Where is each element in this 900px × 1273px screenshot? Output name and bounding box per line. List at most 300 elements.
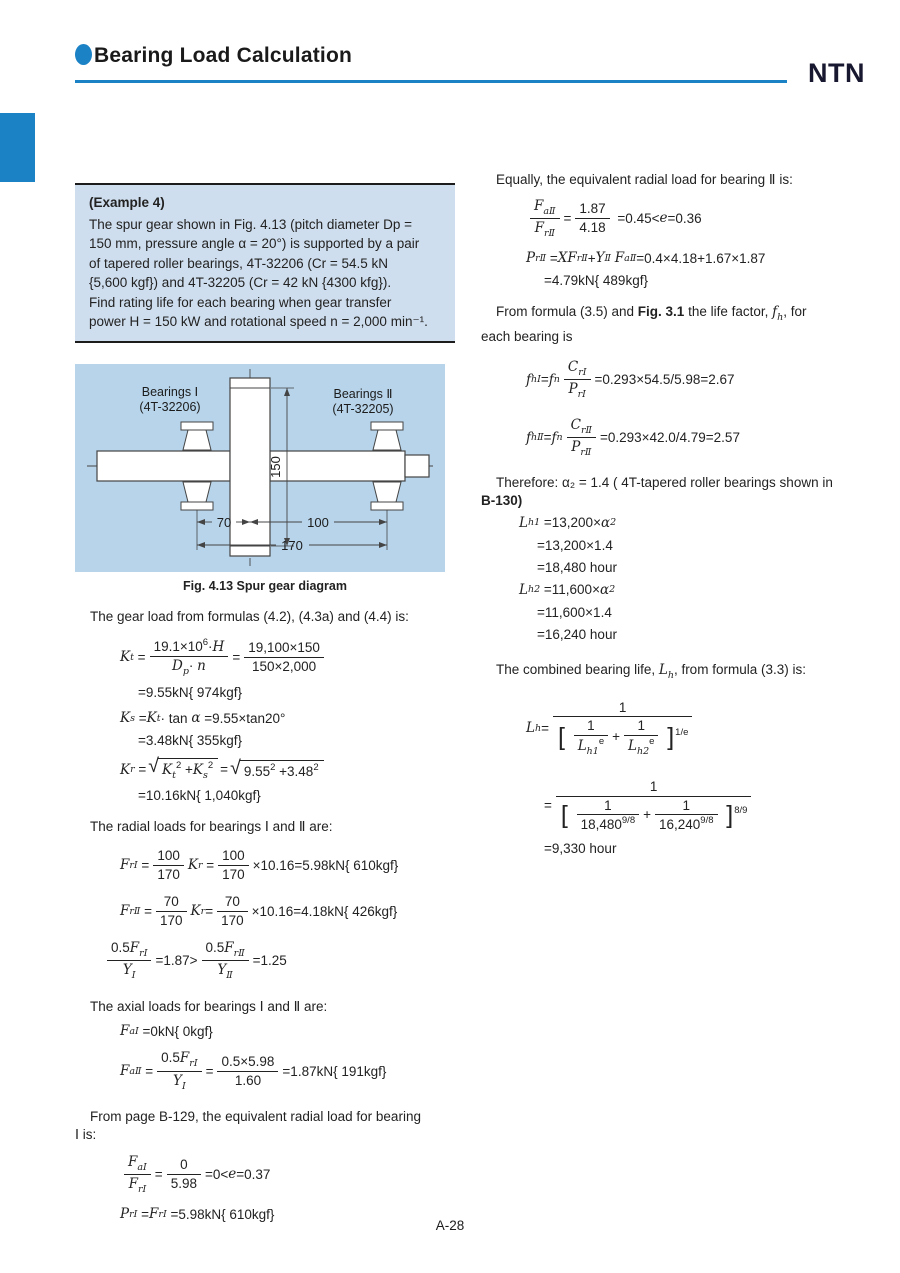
superscript: 8/9: [734, 804, 748, 816]
formula-text: 170: [157, 866, 180, 882]
formula-line: [526, 250, 881, 266]
formula-text: =: [134, 762, 147, 778]
dim-70-100: [197, 515, 387, 530]
numerator: [202, 939, 249, 961]
fraction: [556, 778, 752, 834]
variable: L: [519, 581, 528, 598]
formula-line: [138, 733, 455, 748]
denominator: [217, 912, 248, 930]
denominator: [150, 657, 229, 678]
formula-text: =: [544, 798, 552, 814]
formula-lh: [519, 515, 881, 642]
axial-loads-intro: The axial loads for bearings Ⅰ and Ⅱ are:: [90, 998, 328, 1014]
bullet-icon: [75, 44, 92, 65]
subscript: r: [130, 764, 135, 776]
subscript: h: [534, 722, 542, 734]
formula-compare: [103, 939, 455, 983]
sqrt: [148, 755, 218, 782]
formula-r2: [526, 250, 881, 288]
numerator: [167, 1156, 201, 1175]
variable: F: [120, 1063, 130, 1080]
denominator: [218, 866, 249, 884]
formula-line: [519, 515, 881, 531]
subscript: aⅡ: [543, 205, 556, 217]
subscript: rⅠ: [158, 1208, 167, 1220]
formula-fr2: [120, 893, 455, 929]
numerator: [530, 197, 560, 219]
b-130-ref: B-130): [481, 492, 523, 508]
numerator: [153, 847, 184, 866]
from-page-intro: From page B-129, the equivalent radial load for bearing: [90, 1109, 421, 1125]
subscript: n: [556, 432, 563, 444]
fig-3-1-ref: Fig. 3.1: [637, 304, 685, 320]
formula-text: 1.60: [234, 1072, 262, 1088]
superscript: 9/8: [621, 815, 636, 827]
bearing-1-symbol: [181, 422, 213, 550]
fraction: [217, 893, 248, 929]
formula-text: =: [137, 857, 150, 873]
bearing-2-part: (4T-32205): [332, 401, 394, 416]
subscript: rⅠ: [577, 389, 586, 401]
formula-text: =0.293×42.0/4.79=2.57: [599, 430, 740, 446]
subscript: rⅡ: [233, 948, 245, 960]
formula-line: [526, 358, 881, 402]
formula-text: ×10.16=4.18kN{ 426kgf}: [251, 903, 398, 919]
example-line: power H = 150 kW and rotational speed n = 2,000 min⁻¹.: [89, 314, 428, 330]
variable: F: [120, 903, 130, 920]
example-title: (Example 4): [89, 195, 165, 210]
formula-line: [519, 582, 881, 598]
subscript: rⅡ: [129, 905, 141, 917]
subscript: hⅠ: [531, 374, 541, 386]
formula-text: =: [205, 1063, 214, 1079]
denominator: [124, 1175, 151, 1196]
from-page-intro-2: Ⅰ is:: [75, 1126, 97, 1142]
variable: f: [526, 371, 531, 388]
fraction: [567, 416, 596, 460]
fraction: [575, 200, 609, 236]
variable: F: [120, 857, 130, 873]
formula-text: =: [202, 857, 215, 873]
formula-text: 4.18: [579, 219, 606, 235]
formula-text: 0.5: [111, 940, 130, 956]
formula-text: =: [134, 710, 147, 726]
variable: e: [659, 210, 668, 227]
formula-text: [566, 729, 570, 744]
formula-text: 100: [157, 847, 180, 863]
denominator: [574, 736, 608, 758]
numerator: [574, 717, 608, 736]
subscript: h2: [636, 745, 650, 757]
formula-line: [120, 893, 455, 929]
bracket: [: [560, 801, 568, 830]
formula-text: 170: [160, 912, 183, 928]
formula-text: =13,200×: [540, 515, 601, 531]
formula-text: =0.4×4.18+1.67×1.87: [636, 250, 766, 266]
fraction: [150, 637, 229, 679]
numerator: [218, 847, 249, 866]
variable: K: [192, 762, 203, 779]
denominator: [553, 717, 692, 758]
fraction: [107, 939, 151, 983]
formula-text: 1: [618, 699, 627, 715]
life-factor-intro-2: each bearing is: [481, 329, 573, 345]
variable: F: [129, 940, 140, 957]
formula-text: [662, 729, 666, 744]
example-line: Find rating life for each bearing when gear transfer: [89, 294, 392, 310]
numerator: [655, 797, 718, 816]
subscript: rⅠ: [139, 948, 148, 960]
svg-text:170: 170: [281, 537, 303, 553]
formula-text: 1: [604, 797, 612, 813]
variable: K: [120, 649, 131, 666]
variable: F: [614, 250, 625, 267]
fraction: [553, 699, 692, 758]
denominator: [530, 219, 560, 240]
variable: K: [162, 762, 173, 779]
variable: F: [534, 197, 544, 214]
subscript: s: [130, 712, 135, 724]
subscript: r: [200, 905, 206, 917]
formula-text: =11,600×1.4: [537, 604, 612, 620]
numerator: [553, 699, 692, 718]
denominator: [217, 1072, 278, 1090]
denominator: [107, 961, 151, 982]
left-column: [75, 170, 455, 1232]
subscript: r: [197, 859, 203, 871]
fraction: [156, 893, 187, 929]
numerator: [150, 637, 229, 658]
formula-line: [526, 416, 881, 460]
formula-text: =: [140, 903, 153, 919]
figure-caption: Fig. 4.13 Spur gear diagram: [183, 578, 347, 593]
formula-line: [544, 273, 881, 288]
formula-fa1: [120, 1023, 455, 1039]
variable: L: [519, 514, 528, 531]
fraction: [202, 939, 249, 983]
subscript: s: [202, 770, 208, 782]
formula-text: =16,240 hour: [537, 626, 617, 642]
formula-text: 19,100×150: [248, 640, 320, 656]
subscript: rⅠ: [137, 1183, 147, 1195]
gear-load-intro: The gear load from formulas (4.2), (4.3a) and (4.4) is:: [90, 608, 409, 624]
svg-text:100: 100: [307, 514, 329, 530]
formula-text: =11,600×: [540, 582, 600, 598]
formula-r1: [526, 197, 881, 241]
formula-line: [120, 755, 455, 782]
example-line: 150 mm, pressure angle α = 20°) is supported by a pair: [89, 236, 420, 252]
formula-text: 1.87: [579, 201, 606, 217]
subscript: rⅡ: [580, 424, 592, 436]
denominator: [157, 1072, 201, 1093]
variable: α: [599, 581, 610, 598]
variable: f: [548, 371, 554, 388]
numerator: [244, 639, 324, 658]
numerator: [567, 416, 596, 438]
formula-text: ·: [188, 658, 198, 674]
numerator: [217, 893, 248, 912]
formula-text: =10.16kN{ 1,040kgf}: [138, 788, 261, 804]
fraction: [574, 717, 608, 758]
bearing-1-part: (4T-32206): [139, 399, 201, 414]
superscript: 6: [202, 636, 209, 648]
formula-line: [120, 637, 455, 679]
numerator: [107, 939, 151, 961]
numerator: [624, 717, 658, 736]
variable: F: [224, 940, 234, 957]
variable: Y: [122, 962, 132, 979]
svg-text:150: 150: [268, 456, 283, 478]
header-rule: [75, 80, 787, 83]
variable: n: [197, 658, 206, 675]
variable: F: [149, 1206, 159, 1223]
formula-text: =: [540, 372, 549, 388]
bracket: [: [557, 723, 565, 752]
variable: Y: [173, 1072, 182, 1089]
formula-text: =9,330 hour: [544, 840, 617, 856]
formula-fa2: [120, 1049, 455, 1093]
subscript: rⅠ: [189, 1058, 198, 1070]
ntn-logo: NTN: [808, 58, 865, 88]
radical-icon: √: [148, 755, 160, 778]
formula-text: 18,480: [580, 817, 622, 833]
subscript: Ⅰ: [181, 1080, 186, 1092]
example-line: The spur gear shown in Fig. 4.13 (pitch diameter Dp =: [89, 216, 413, 232]
spur-gear-diagram: [75, 364, 445, 572]
formula-c1: [526, 699, 881, 758]
subscript: 2: [609, 584, 616, 596]
gear-body: [230, 378, 270, 556]
variable: F: [534, 219, 544, 236]
formula-text: [569, 807, 573, 822]
formula-text: 5.98: [170, 1175, 197, 1191]
formula-text: 170: [221, 912, 244, 928]
example-line: of tapered roller bearings, 4T-32206 (Cr = 54.5 kN: [89, 255, 389, 271]
subscript: rⅠ: [578, 367, 587, 379]
content-columns: [75, 170, 881, 1232]
formula-line: [120, 1023, 455, 1039]
fraction: [564, 358, 591, 402]
formula-text: =0kN{ 0kgf}: [138, 1023, 213, 1039]
formula-text: 70: [163, 894, 179, 910]
formula-text: =: [205, 903, 214, 919]
formula-line: [120, 847, 455, 883]
subscript: rⅠ: [129, 859, 138, 871]
numerator: [157, 1049, 201, 1071]
subscript: h1: [586, 745, 599, 757]
formula-text: 70: [224, 894, 240, 910]
formula-text: 1: [682, 797, 691, 813]
variable: C: [567, 359, 579, 376]
formula-line: [103, 939, 455, 983]
denominator: [202, 961, 249, 982]
example-box: [75, 183, 455, 343]
formula-text: +3.48: [275, 764, 314, 780]
left-shaft: [97, 451, 230, 481]
formula-text: +: [181, 762, 193, 778]
variable: C: [570, 416, 581, 433]
formula-text: 0.5: [161, 1050, 180, 1066]
subscript: t: [172, 770, 176, 782]
formula-text: =: [546, 250, 558, 266]
formula-text: 1: [587, 718, 595, 734]
formula-text: =: [543, 430, 552, 446]
formula-text: 170: [222, 866, 245, 882]
bracket: ]: [667, 723, 675, 752]
numerator: [217, 1053, 278, 1072]
denominator: [577, 815, 640, 834]
superscript: 2: [270, 762, 276, 774]
formula-text: =0.293×54.5/5.98=2.67: [594, 372, 735, 388]
variable: f: [551, 429, 557, 446]
superscript: 9/8: [700, 815, 714, 827]
formula-text: 9.55: [243, 764, 271, 780]
subscript: h1: [527, 517, 541, 529]
formula-line: [544, 778, 881, 834]
fraction: [217, 1053, 278, 1089]
numerator: [564, 358, 591, 380]
subscript: aⅠ: [129, 1025, 139, 1037]
dim-170: [197, 538, 387, 553]
formula-text: 1: [637, 718, 645, 734]
fraction: [530, 197, 560, 241]
therefore-line: Therefore: α₂ = 1.4 ( 4T-tapered roller bearings shown in: [496, 475, 833, 491]
denominator: [556, 797, 752, 834]
formula-text: =4.79kN{ 489kgf}: [544, 273, 648, 289]
formula-text: =1.25: [252, 953, 287, 969]
subscript: rⅡ: [535, 252, 547, 264]
subscript: t: [156, 712, 161, 724]
formula-line: [120, 1153, 455, 1197]
fraction: [624, 717, 658, 758]
formula-text: 1: [649, 779, 658, 795]
formula-text: 150×2,000: [251, 658, 317, 674]
bearing-2-label: Bearings Ⅱ: [333, 386, 393, 401]
formula-text: =18,480 hour: [537, 559, 617, 575]
formula-text: =: [137, 1206, 150, 1222]
formula-text: =: [141, 1063, 154, 1079]
subscript: h2: [527, 584, 541, 596]
fraction: [218, 847, 249, 883]
variable: F: [120, 1023, 130, 1040]
variable: α: [191, 710, 201, 727]
variable: f: [526, 429, 531, 446]
fraction: [577, 797, 640, 834]
formula-kr: [120, 755, 455, 804]
variable: Y: [217, 962, 227, 979]
numerator: [575, 200, 609, 219]
variable: K: [120, 761, 131, 778]
formula-line: [120, 1049, 455, 1093]
formula-text: =0.37: [236, 1166, 271, 1182]
variable: F: [128, 1153, 138, 1170]
bracket: ]: [726, 801, 734, 830]
denominator: [167, 1175, 201, 1193]
formula-text: 19.1×10: [153, 638, 203, 654]
radicand: [240, 760, 324, 779]
formula-text: =: [220, 762, 229, 778]
variable: H: [212, 638, 225, 655]
formula-line: [544, 841, 881, 856]
superscript: 2: [313, 762, 319, 774]
spur-gear-diagram-svg: [75, 364, 445, 572]
subscript: n: [553, 374, 560, 386]
numerator: [124, 1153, 151, 1175]
subscript: rⅡ: [576, 252, 588, 264]
life-factor-intro: From formula (3.5) and Fig. 3.1 the life factor, $f_h$, for: [496, 304, 807, 324]
denominator: [153, 866, 184, 884]
formula-text: +: [643, 806, 651, 822]
fraction: [655, 797, 718, 834]
bearing-2-symbol: [371, 422, 403, 550]
formula-text: · tan: [160, 710, 192, 726]
denominator: [575, 219, 609, 237]
variable: L: [526, 720, 535, 737]
formula-text: +: [612, 729, 621, 745]
formula-text: =0.36: [667, 210, 702, 226]
formula-c2: [526, 778, 881, 856]
formula-text: =: [154, 1166, 163, 1182]
formula-text: =1.87>: [155, 953, 198, 969]
formula-fh1: [526, 358, 881, 402]
radical-icon: √: [230, 757, 241, 780]
fraction: [124, 1153, 151, 1197]
variable: L: [628, 737, 637, 754]
formula-text: =3.48kN{ 355kgf}: [138, 733, 242, 749]
section-index-tab: [0, 113, 35, 182]
right-column: [481, 170, 881, 1232]
page-number: A-28: [435, 1218, 465, 1233]
variable: D: [172, 658, 183, 675]
formula-line: [537, 627, 881, 642]
page-header: [75, 44, 865, 88]
svg-text:70: 70: [216, 514, 232, 530]
formula-text: =0.45<: [613, 210, 660, 226]
formula-line: [120, 710, 455, 726]
subscript: aⅠ: [137, 1161, 147, 1173]
variable: L: [577, 737, 587, 754]
sqrt: [230, 757, 324, 780]
superscript: 2: [207, 760, 214, 772]
subscript: t: [130, 651, 134, 663]
formula-text: =: [541, 720, 549, 736]
numerator: [556, 778, 752, 797]
subscript: rⅠ: [129, 1208, 138, 1220]
variable: P: [526, 250, 536, 267]
formula-text: =5.98kN{ 610kgf}: [166, 1206, 275, 1222]
formula-text: =1.87kN{ 191kgf}: [282, 1063, 387, 1079]
variable: F: [179, 1050, 190, 1067]
numerator: [577, 797, 640, 816]
formula-text: 16,240: [659, 817, 701, 833]
fraction: [157, 1049, 201, 1093]
formula-line: [526, 699, 881, 758]
superscript: 2: [175, 760, 182, 772]
right-shaft: [270, 451, 405, 481]
subscript: Ⅱ: [226, 970, 233, 982]
formula-text: =0<: [204, 1166, 229, 1182]
figure-4-13: [75, 364, 455, 593]
subscript: rⅡ: [580, 447, 592, 459]
formula-text: =9.55kN{ 974kgf}: [138, 685, 242, 701]
subscript: rⅡ: [543, 227, 555, 239]
formula-text: ×10.16=5.98kN{ 610kgf}: [252, 857, 399, 873]
formula-text: 0.5×5.98: [221, 1054, 275, 1070]
subscript: p: [182, 666, 189, 678]
superscript: 1/e: [675, 727, 689, 739]
formula-line: [526, 197, 881, 241]
variable: P: [568, 381, 578, 398]
